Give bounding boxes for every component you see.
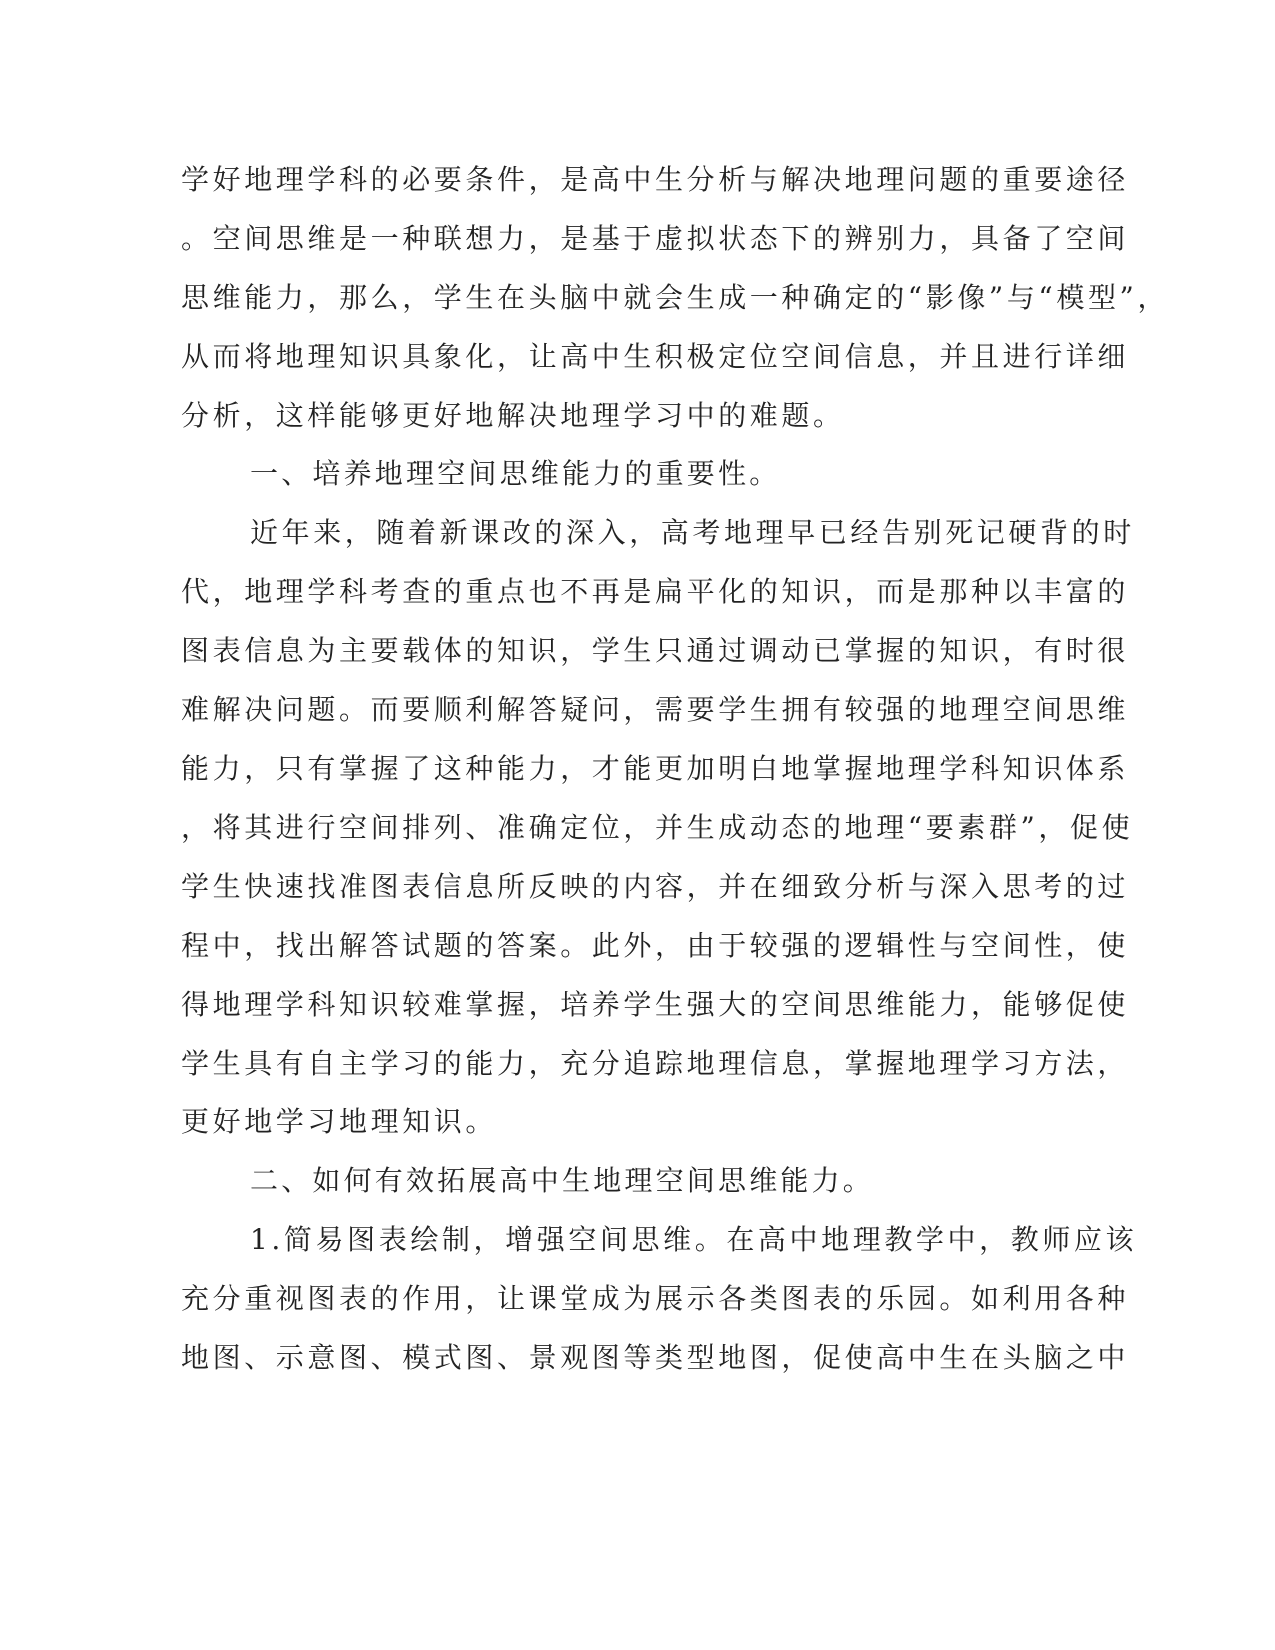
- paragraph-line: 近年来，随着新课改的深入，高考地理早已经告别死记硬背的时: [250, 516, 1135, 549]
- paragraph-line: 地图、示意图、模式图、景观图等类型地图，促使高中生在头脑之中: [181, 1341, 1130, 1374]
- paragraph-line: 思维能力，那么，学生在头脑中就会生成一种确定的“影像”与“模型”，: [181, 281, 1170, 314]
- paragraph-line: 分析，这样能够更好地解决地理学习中的难题。: [181, 399, 845, 432]
- paragraph-line: 充分重视图表的作用，让课堂成为展示各类图表的乐园。如利用各种: [181, 1282, 1130, 1315]
- section-heading-1: 一、培养地理空间思维能力的重要性。: [250, 457, 781, 490]
- paragraph-line: 更好地学习地理知识。: [181, 1105, 498, 1138]
- paragraph-line: 。空间思维是一种联想力，是基于虚拟状态下的辨别力，具备了空间: [181, 222, 1130, 255]
- paragraph-line: 学生快速找准图表信息所反映的内容，并在细致分析与深入思考的过: [181, 870, 1130, 903]
- paragraph-line: 代，地理学科考查的重点也不再是扁平化的知识，而是那种以丰富的: [181, 575, 1130, 608]
- paragraph-line: 程中，找出解答试题的答案。此外，由于较强的逻辑性与空间性，使: [181, 929, 1130, 962]
- paragraph-line: 学生具有自主学习的能力，充分追踪地理信息，掌握地理学习方法，: [181, 1047, 1130, 1080]
- paragraph-line: 学好地理学科的必要条件，是高中生分析与解决地理问题的重要途径: [181, 163, 1130, 196]
- paragraph-line: 得地理学科知识较难掌握，培养学生强大的空间思维能力，能够促使: [181, 988, 1130, 1021]
- paragraph-line: ，将其进行空间排列、准确定位，并生成动态的地理“要素群”，促使: [181, 811, 1134, 844]
- paragraph-line: 从而将地理知识具象化，让高中生积极定位空间信息，并且进行详细: [181, 340, 1130, 373]
- section-heading-2: 二、如何有效拓展高中生地理空间思维能力。: [250, 1164, 875, 1197]
- paragraph-line: 能力，只有掌握了这种能力，才能更加明白地掌握地理学科知识体系: [181, 752, 1130, 785]
- paragraph-line: 难解决问题。而要顺利解答疑问，需要学生拥有较强的地理空间思维: [181, 693, 1130, 726]
- paragraph-line: 1.简易图表绘制，增强空间思维。在高中地理教学中，教师应该: [250, 1223, 1138, 1256]
- paragraph-line: 图表信息为主要载体的知识，学生只通过调动已掌握的知识，有时很: [181, 634, 1130, 667]
